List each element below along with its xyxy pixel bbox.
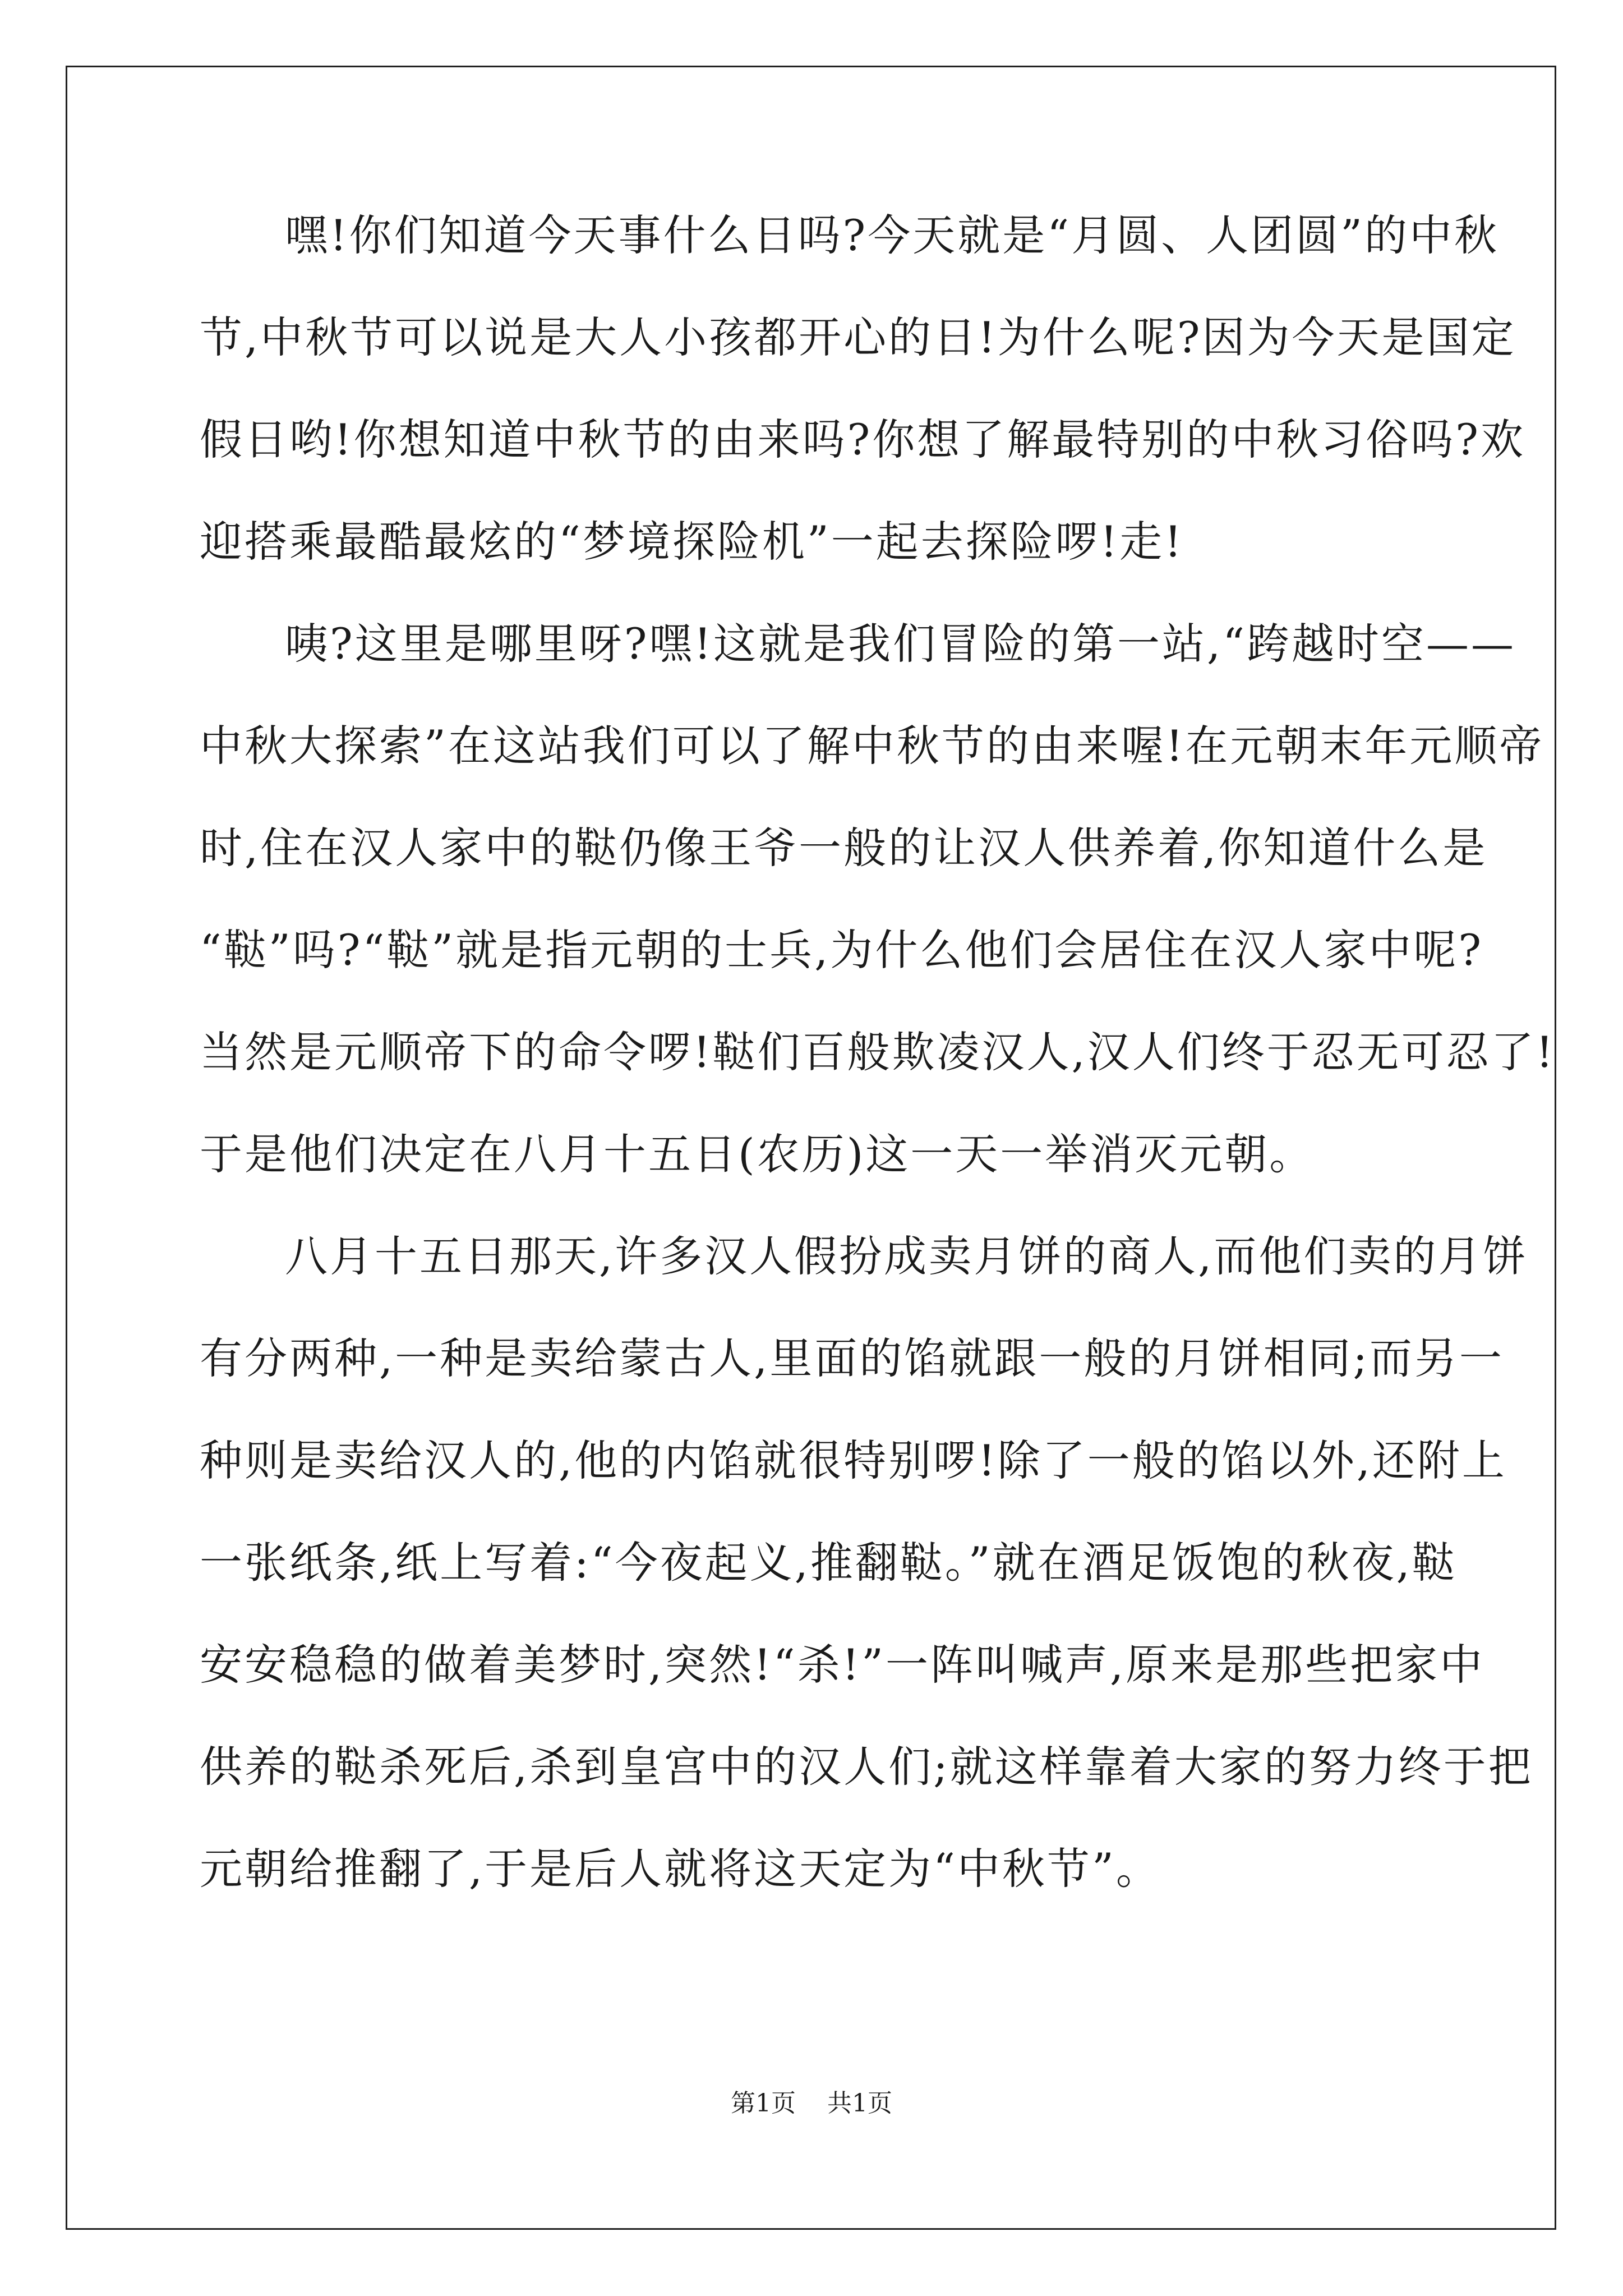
paragraph-2-line-6: 于是他们决定在八月十五日(农历)这一天一举消灭元朝。 [200,1129,1315,1179]
page-total-label: 共1页 [827,2089,892,2118]
paragraph-2-line-5: 当然是元顺帝下的命令啰!鞑们百般欺凌汉人,汉人们终于忍无可忍了! [200,1027,1556,1077]
paragraph-1-line-1: 嘿!你们知道今天事什么日吗?今天就是“月圆、人团圆”的中秋 [285,210,1499,260]
page-number-label: 第1页 [731,2089,796,2118]
paragraph-2-line-3: 时,住在汉人家中的鞑仍像王爷一般的让汉人供养着,你知道什么是 [200,823,1488,873]
document-body [200,208,1556,1943]
paragraph-2-line-2: 中秋大探索”在这站我们可以了解中秋节的由来喔!在元朝末年元顺帝 [200,721,1544,771]
paragraph-3-line-4: 一张纸条,纸上写着:“今夜起义,推翻鞑。”就在酒足饭饱的秋夜,鞑 [200,1538,1457,1588]
page-footer [0,2087,1623,2120]
paragraph-3-line-2: 有分两种,一种是卖给蒙古人,里面的馅就跟一般的月饼相同;而另一 [200,1333,1504,1383]
paragraph-3-line-7: 元朝给推翻了,于是后人就将这天定为“中秋节”。 [200,1844,1161,1894]
paragraph-2-line-1: 咦?这里是哪里呀?嘿!这就是我们冒险的第一站,“跨越时空—— [285,619,1516,669]
paragraph-2-line-4: “鞑”吗?“鞑”就是指元朝的士兵,为什么他们会居住在汉人家中呢? [200,925,1484,975]
paragraph-3-line-5: 安安稳稳的做着美梦时,突然!“杀!”一阵叫喊声,原来是那些把家中 [200,1640,1485,1690]
paragraph-3-line-3: 种则是卖给汉人的,他的内馅就很特别啰!除了一般的馅以外,还附上 [200,1435,1507,1485]
paragraph-1-line-2: 节,中秋节可以说是大人小孩都开心的日!为什么呢?因为今天是国定 [200,312,1516,362]
footer-spacer [796,2089,827,2118]
paragraph-3-line-6: 供养的鞑杀死后,杀到皇宫中的汉人们;就这样靠着大家的努力终于把 [200,1742,1533,1792]
paragraph-1-line-3: 假日哟!你想知道中秋节的由来吗?你想了解最特别的中秋习俗吗?欢 [200,415,1526,464]
paragraph-3-line-1: 八月十五日那天,许多汉人假扮成卖月饼的商人,而他们卖的月饼 [285,1231,1528,1281]
paragraph-1-line-4: 迎搭乘最酷最炫的“梦境探险机”一起去探险啰!走! [200,517,1184,567]
